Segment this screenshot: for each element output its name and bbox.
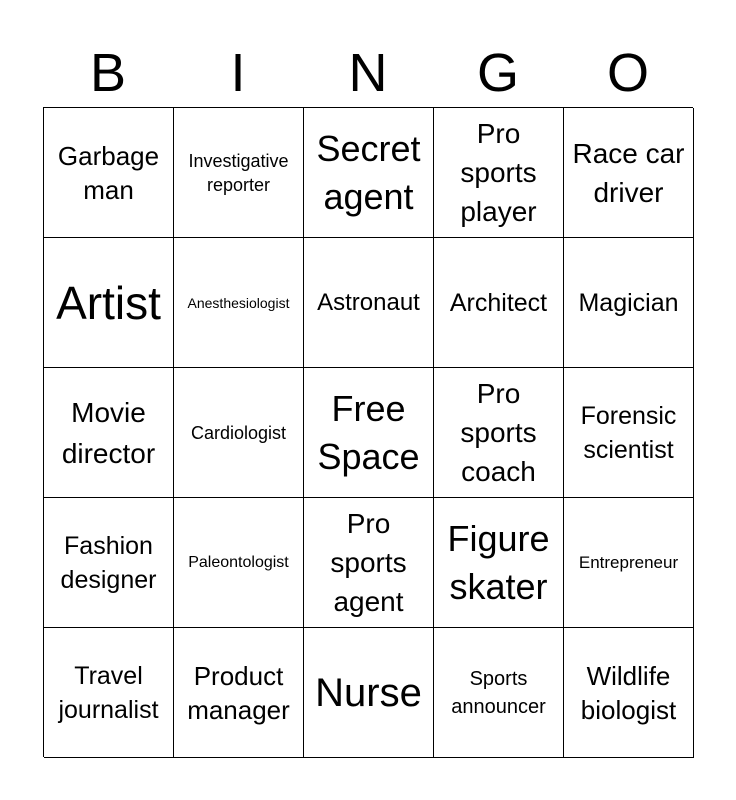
cell-label: Wildlife biologist [580, 660, 677, 725]
cell-label: Pro sports agent [330, 508, 407, 617]
cell-label: Pro sports player [460, 118, 537, 227]
bingo-cell[interactable] [304, 368, 434, 498]
bingo-cell[interactable] [174, 238, 304, 368]
bingo-cell[interactable] [174, 498, 304, 628]
bingo-cell[interactable] [434, 368, 564, 498]
bingo-cell[interactable] [44, 368, 174, 498]
bingo-cell[interactable] [174, 368, 304, 498]
bingo-cell[interactable] [434, 628, 564, 758]
cell-label: Movie director [61, 396, 156, 469]
cell-label: Investigative reporter [188, 150, 289, 195]
cell-label: Cardiologist [190, 422, 287, 443]
bingo-cell[interactable] [434, 238, 564, 368]
cell-label: Nurse [315, 670, 422, 715]
bingo-header [43, 38, 693, 108]
cell-label: Race car driver [572, 137, 685, 208]
cell-label: Entrepreneur [578, 552, 679, 572]
bingo-cell[interactable] [434, 108, 564, 238]
header-letter-i: I [230, 43, 246, 103]
cell-label: Paleontologist [188, 553, 289, 571]
cell-label: Sports announcer [451, 667, 546, 718]
bingo-cell[interactable] [564, 368, 694, 498]
bingo-cell[interactable] [564, 628, 694, 758]
bingo-cell[interactable] [44, 108, 174, 238]
bingo-cell[interactable] [44, 628, 174, 758]
bingo-cell[interactable] [304, 238, 434, 368]
bingo-cell[interactable] [564, 238, 694, 368]
bingo-cell[interactable] [434, 498, 564, 628]
cell-label: Pro sports coach [460, 378, 537, 487]
bingo-cell[interactable] [564, 108, 694, 238]
bingo-cell[interactable] [564, 498, 694, 628]
bingo-board [43, 107, 693, 757]
cell-label: Figure skater [447, 517, 550, 607]
header-letter-o: O [606, 43, 649, 103]
cell-label: Astronaut [317, 288, 420, 316]
bingo-cell[interactable] [174, 108, 304, 238]
bingo-cell[interactable] [304, 108, 434, 238]
bingo-cell[interactable] [44, 498, 174, 628]
cell-label: Product manager [187, 660, 290, 725]
header-letter-b: B [89, 43, 127, 103]
cell-label: Anesthesiologist [187, 294, 290, 311]
bingo-cell[interactable] [304, 498, 434, 628]
cell-label: Secret agent [316, 127, 421, 217]
cell-label: Travel journalist [58, 661, 159, 724]
cell-label: Forensic scientist [580, 401, 677, 464]
header-letter-g: G [476, 43, 519, 103]
cell-label: Magician [578, 288, 679, 317]
cell-label: Garbage man [57, 140, 160, 205]
bingo-cell[interactable] [304, 628, 434, 758]
header-letter-n: N [348, 43, 388, 103]
cell-label: Fashion designer [60, 531, 157, 594]
cell-label: Free Space [317, 387, 420, 477]
bingo-cell[interactable] [174, 628, 304, 758]
cell-label: Architect [449, 288, 548, 317]
cell-label: Artist [56, 276, 161, 329]
bingo-cell[interactable] [44, 238, 174, 368]
